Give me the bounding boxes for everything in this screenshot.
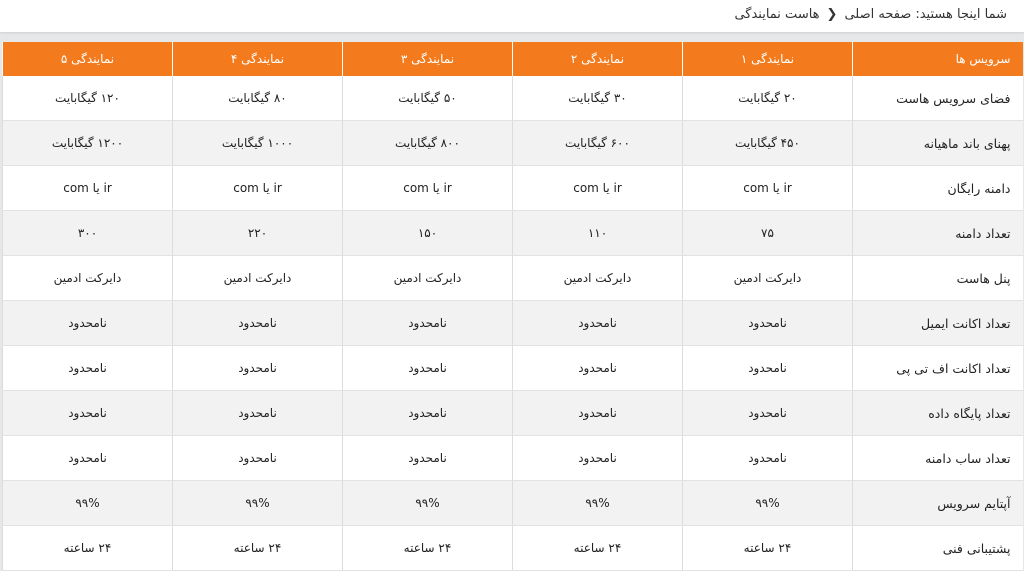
row-label: پنل هاست	[853, 256, 1023, 301]
table-cell-plan-5: ۹۹%	[3, 481, 173, 526]
table-cell-plan-3: نامحدود	[343, 436, 513, 481]
table-cell-plan-2: نامحدود	[513, 346, 683, 391]
table-cell-plan-3: نامحدود	[343, 346, 513, 391]
table-cell-plan-2: ۶۰۰ گیگابایت	[513, 121, 683, 166]
table-cell-plan-1: ۹۹%	[683, 481, 853, 526]
table-cell-plan-4: ۲۴ ساعته	[173, 526, 343, 571]
table-cell-plan-3: ۹۹%	[343, 481, 513, 526]
table-cell-plan-4: ۱۰۰۰ گیگابایت	[173, 121, 343, 166]
table-cell-plan-4: ۲۲۰	[173, 211, 343, 256]
table-cell-plan-2: ۹۹%	[513, 481, 683, 526]
table-cell-plan-5: ۲۴ ساعته	[3, 526, 173, 571]
table-cell-plan-1: ۲۰ گیگابایت	[683, 76, 853, 121]
table-row	[3, 211, 1023, 256]
table-cell-plan-2: ir یا com	[513, 166, 683, 211]
table-cell-plan-5: ۳۰۰	[3, 211, 173, 256]
row-label: دامنه رایگان	[853, 166, 1023, 211]
table-cell-plan-3: نامحدود	[343, 301, 513, 346]
table-row	[3, 346, 1023, 391]
row-label: پشتیبانی فنی	[853, 526, 1023, 571]
header-plan-1: نمایندگی ۱	[683, 42, 853, 76]
table-cell-plan-1: ir یا com	[683, 166, 853, 211]
table-cell-plan-1: نامحدود	[683, 346, 853, 391]
table-body	[3, 76, 1023, 571]
header-plan-3: نمایندگی ۳	[343, 42, 513, 76]
table-cell-plan-5: ۱۲۰ گیگابایت	[3, 76, 173, 121]
table-cell-plan-1: ۷۵	[683, 211, 853, 256]
table-cell-plan-1: نامحدود	[683, 436, 853, 481]
table-row	[3, 76, 1023, 121]
table-cell-plan-4: ir یا com	[173, 166, 343, 211]
table-row	[3, 391, 1023, 436]
row-label: پهنای باند ماهیانه	[853, 121, 1023, 166]
row-label: تعداد اکانت اف تی پی	[853, 346, 1023, 391]
table-cell-plan-5: نامحدود	[3, 436, 173, 481]
row-label: تعداد پایگاه داده	[853, 391, 1023, 436]
table-cell-plan-3: ir یا com	[343, 166, 513, 211]
table-row	[3, 256, 1023, 301]
table-cell-plan-3: ۸۰۰ گیگابایت	[343, 121, 513, 166]
table-cell-plan-5: ir یا com	[3, 166, 173, 211]
table-row	[3, 301, 1023, 346]
header-plan-2: نمایندگی ۲	[513, 42, 683, 76]
breadcrumb-prefix: شما اینجا هستید:	[915, 7, 1007, 22]
table-cell-plan-2: نامحدود	[513, 436, 683, 481]
table-row	[3, 526, 1023, 571]
table-cell-plan-4: نامحدود	[173, 346, 343, 391]
table-cell-plan-5: نامحدود	[3, 346, 173, 391]
chevron-left-icon: ❮	[826, 7, 838, 22]
table-cell-plan-2: نامحدود	[513, 391, 683, 436]
table-cell-plan-1: ۴۵۰ گیگابایت	[683, 121, 853, 166]
table-row	[3, 166, 1023, 211]
table-cell-plan-2: نامحدود	[513, 301, 683, 346]
breadcrumb-current: هاست نمایندگی	[734, 7, 820, 22]
table-header-row	[3, 42, 1023, 76]
row-label: تعداد دامنه	[853, 211, 1023, 256]
table-cell-plan-3: نامحدود	[343, 391, 513, 436]
table-cell-plan-4: نامحدود	[173, 301, 343, 346]
table-cell-plan-1: ۲۴ ساعته	[683, 526, 853, 571]
table-row	[3, 121, 1023, 166]
table-cell-plan-4: ۸۰ گیگابایت	[173, 76, 343, 121]
table-cell-plan-5: نامحدود	[3, 391, 173, 436]
table-cell-plan-1: دایرکت ادمین	[683, 256, 853, 301]
table-cell-plan-3: ۲۴ ساعته	[343, 526, 513, 571]
table-cell-plan-4: نامحدود	[173, 436, 343, 481]
breadcrumb-bar	[0, 0, 1024, 32]
pricing-table	[2, 42, 1023, 571]
table-cell-plan-2: ۲۴ ساعته	[513, 526, 683, 571]
breadcrumb	[734, 7, 1007, 22]
table-cell-plan-5: دایرکت ادمین	[3, 256, 173, 301]
pricing-table-container	[2, 42, 1022, 571]
table-row	[3, 436, 1023, 481]
table-cell-plan-4: ۹۹%	[173, 481, 343, 526]
table-cell-plan-2: ۳۰ گیگابایت	[513, 76, 683, 121]
table-cell-plan-5: نامحدود	[3, 301, 173, 346]
table-cell-plan-3: ۵۰ گیگابایت	[343, 76, 513, 121]
table-cell-plan-4: دایرکت ادمین	[173, 256, 343, 301]
table-row	[3, 481, 1023, 526]
breadcrumb-home-link[interactable]: صفحه اصلی	[844, 7, 912, 22]
row-label: فضای سرویس هاست	[853, 76, 1023, 121]
row-label: آپتایم سرویس	[853, 481, 1023, 526]
table-cell-plan-2: ۱۱۰	[513, 211, 683, 256]
table-cell-plan-1: نامحدود	[683, 301, 853, 346]
table-cell-plan-1: نامحدود	[683, 391, 853, 436]
table-cell-plan-3: ۱۵۰	[343, 211, 513, 256]
table-cell-plan-2: دایرکت ادمین	[513, 256, 683, 301]
table-cell-plan-3: دایرکت ادمین	[343, 256, 513, 301]
table-cell-plan-4: نامحدود	[173, 391, 343, 436]
table-cell-plan-5: ۱۲۰۰ گیگابایت	[3, 121, 173, 166]
header-plan-4: نمایندگی ۴	[173, 42, 343, 76]
row-label: تعداد اکانت ایمیل	[853, 301, 1023, 346]
header-services: سرویس ها	[853, 42, 1023, 76]
header-plan-5: نمایندگی ۵	[3, 42, 173, 76]
row-label: تعداد ساب دامنه	[853, 436, 1023, 481]
